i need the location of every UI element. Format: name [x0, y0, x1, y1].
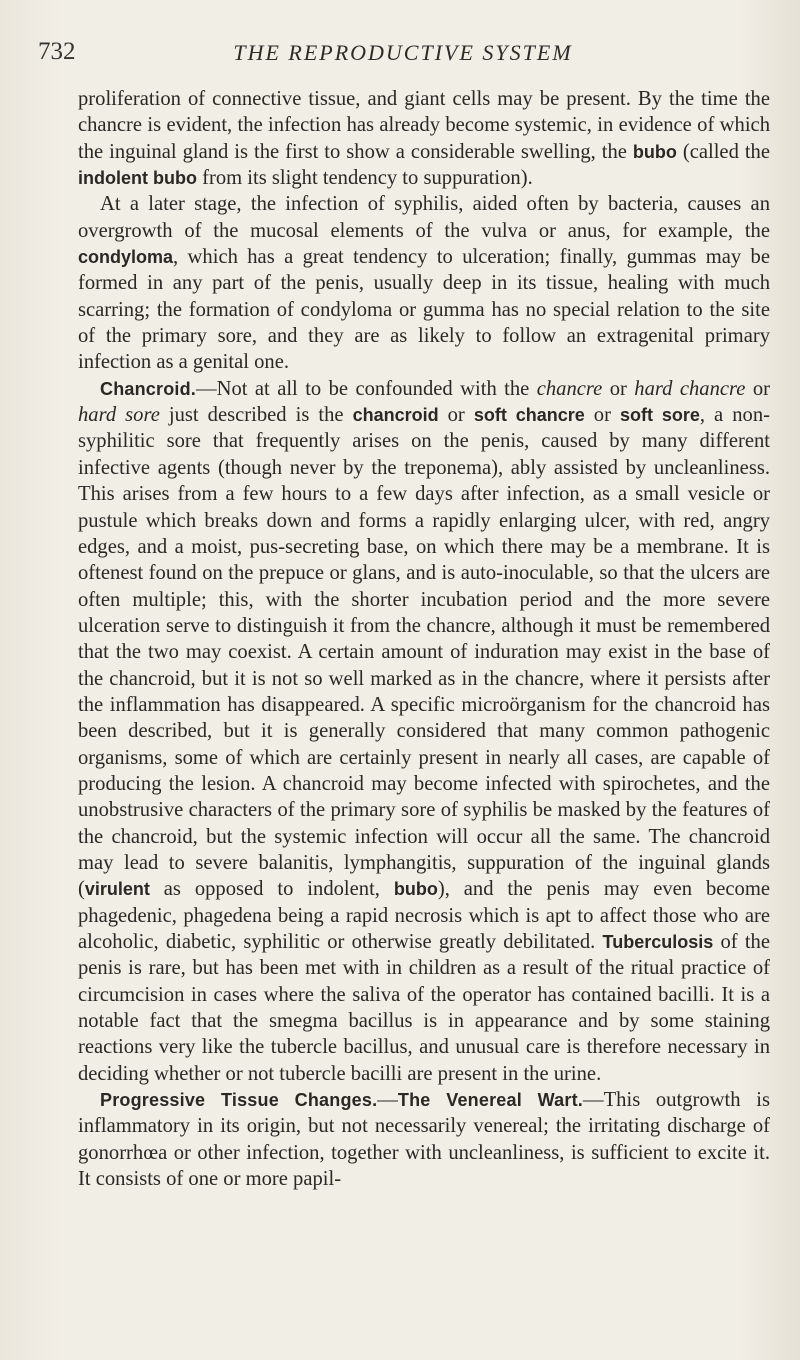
page-header [38, 38, 768, 78]
subsection-heading-venereal-wart: The Venereal Wart. [397, 1090, 583, 1111]
term-condyloma: condyloma [78, 247, 174, 268]
section-heading-chancroid: Chancroid. [100, 378, 197, 399]
term-indolent-bubo: indolent bubo [78, 168, 197, 189]
term-bubo-virulent: bubo [393, 879, 438, 900]
paragraph-venereal-wart: Progressive Tissue Changes.—The Venereal Wart.—This outgrowth is inflammatory in its origin, but not necessarily venereal; the irritating discharge of gonorrhœa or other infection, together with uncleanliness, is sufficient to excite it. It consists of one or more papil- [78, 1089, 771, 1191]
term-hard-sore: hard sore [78, 404, 160, 427]
paragraph-condyloma: At a later stage, the infection of syphilis, aided often by bacteria, causes an overgrowth of the mucosal elements of the vulva or anus, for example, the condyloma, which has a great tendency to ulceration; finally, gummas may be formed in any part of the penis, usually deep in its tissue, healing with much scarring; the formation of condyloma or gumma has no special relation to the site of the primary sore, and they are as likely to follow an extragenital primary infection as a genital one. [78, 193, 770, 374]
paragraph-chancroid: Chancroid.—Not at all to be confounded with the chancre or hard chancre or hard sore just described is the chancroid or soft chancre or soft sore, a non-syphilitic sore that frequently arises on the penis, caused by many different infective agents (though never by the treponema), ably assisted by uncleanliness. This arises from a few hours to a few days after infection, as a small vesicle or pustule which breaks down and forms a rapidly enlarging ulcer, with red, angry edges, and a moist, pus-secreting base, on which there may be a membrane. It is oftenest found on the prepuce or glans, and is auto-inoculable, so that the ulcers are often multiple; this, with the shorter incubation period and the more severe ulceration serve to distinguish it from the chancre, although it must be remembered that the two may coexist. A certain amount of induration may exist in the base of the chancroid, but it is not so well marked as in the chancre, where it persists after the inflammation has disappeared. A specific microörganism for the chancroid has been described, but it is generally considered that many common pathogenic organisms, some of which are certainly present in nearly all cases, are capable of producing the lesion. A chancroid may become infected with spirochetes, and the unobstrusive characters of the primary sore of syphilis be masked by the features of the chancroid, but the systemic infection will occur all the same. The chancroid may lead to severe balanitis, lymphangitis, suppuration of the inguinal glands (virulent as opposed to indolent, bubo), and the penis may even become phagedenic, phagedena being a rapid necrosis which is apt to affect those who are alcoholic, diabetic, syphilitic or otherwise greatly debilitated. Tuberculosis of the penis is rare, but has been met with in children as a result of the ritual practice of circumcision in cases where the saliva of the operator has contained bacilli. It is a notable fact that the smegma bacillus is in appearance and by some staining reactions very like the tubercle bacillus, and unusual care is therefore necessary in deciding whether or not tubercle bacilli are present in the urine. [78, 377, 771, 1085]
term-virulent: virulent [84, 879, 150, 900]
running-head: THE REPRODUCTIVE SYSTEM [233, 40, 573, 65]
term-chancroid: chancroid [352, 405, 439, 426]
body-text [78, 86, 770, 1192]
term-chancre: chancre [536, 377, 603, 400]
page-number: 732 [38, 38, 76, 65]
paragraph-bubo: proliferation of connective tissue, and giant cells may be present. By the time the chancre is evident, the infection has already become systemic, in evidence of which the inguinal gland is the first to show a considerable swelling, the bubo (called the indolent bubo from its slight tendency to suppuration). [78, 88, 770, 190]
term-soft-sore: soft sore [619, 405, 700, 426]
term-bubo: bubo [632, 141, 677, 162]
term-soft-chancre: soft chancre [473, 405, 585, 426]
term-hard-chancre: hard chancre [634, 377, 746, 400]
section-heading-progressive-tissue-changes: Progressive Tissue Changes. [100, 1090, 378, 1111]
term-tuberculosis: Tuberculosis [602, 932, 714, 952]
